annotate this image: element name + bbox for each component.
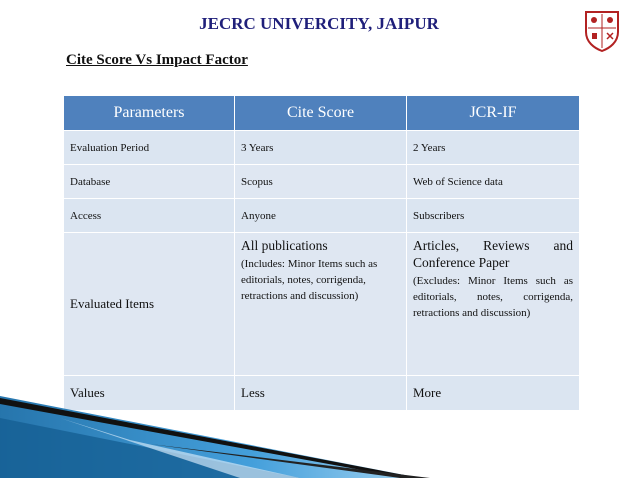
table-row-evaluated-items	[64, 233, 580, 376]
header-cite-score: Cite Score	[235, 96, 407, 131]
cell-param: Database	[64, 165, 235, 199]
jcr-evaluated-note: (Excludes: Minor Items such as editorials, notes, corrigenda, retractions and discussion)	[413, 275, 573, 319]
header-parameters: Parameters	[64, 96, 235, 131]
cell-param: Values	[64, 376, 235, 411]
cell-jcr: 2 Years	[407, 131, 580, 165]
cite-evaluated-main: All publications	[241, 238, 328, 253]
cell-jcr	[407, 233, 580, 376]
decorative-swoosh	[0, 378, 638, 478]
cell-jcr: Subscribers	[407, 199, 580, 233]
table-header-row	[64, 96, 580, 131]
table-row	[64, 131, 580, 165]
university-logo-icon	[582, 8, 622, 52]
cell-cite	[235, 233, 407, 376]
cell-cite: 3 Years	[235, 131, 407, 165]
comparison-table	[63, 95, 580, 411]
table-row	[64, 165, 580, 199]
jcr-evaluated-main: Articles, Reviews and Conference Paper	[413, 238, 573, 270]
slide-subtitle: Cite Score Vs Impact Factor	[66, 52, 248, 68]
cell-param: Evaluation Period	[64, 131, 235, 165]
page-header-title: JECRC UNIVERCITY, JAIPUR	[199, 14, 439, 33]
cell-param: Access	[64, 199, 235, 233]
cell-param: Evaluated Items	[64, 233, 235, 376]
cell-cite: Less	[235, 376, 407, 411]
cell-cite: Scopus	[235, 165, 407, 199]
cell-jcr: More	[407, 376, 580, 411]
table-row	[64, 199, 580, 233]
header-jcr-if: JCR-IF	[407, 96, 580, 131]
cell-jcr: Web of Science data	[407, 165, 580, 199]
cite-evaluated-note: (Includes: Minor Items such as editorials, notes, corrigenda, retractions and discussion)	[241, 258, 378, 302]
cell-cite: Anyone	[235, 199, 407, 233]
